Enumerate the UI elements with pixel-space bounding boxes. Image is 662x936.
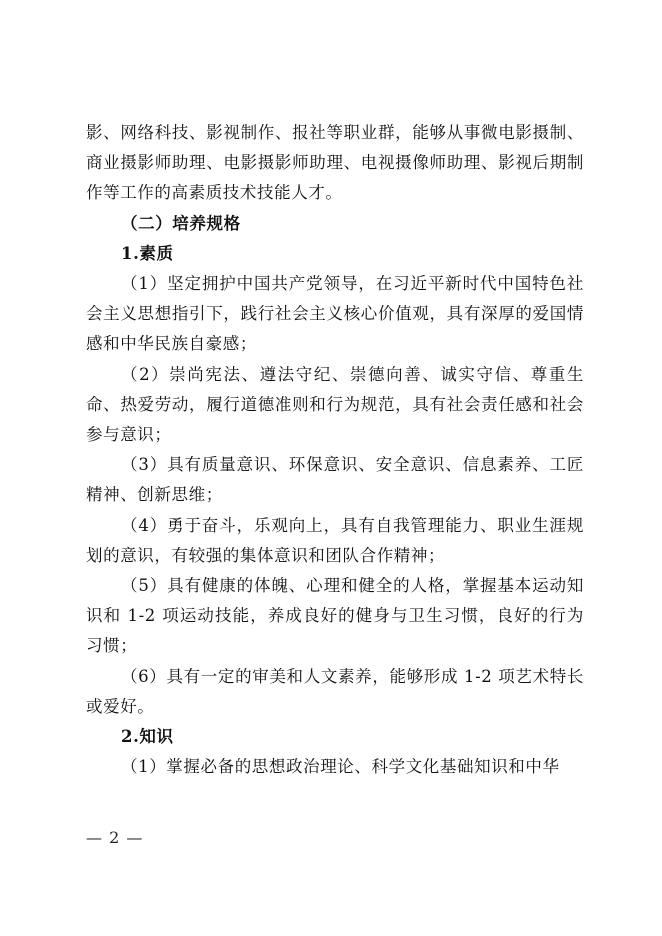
paragraph-quality-2: （2）崇尚宪法、遵法守纪、崇德向善、诚实守信、尊重生命、热爱劳动，履行道德准则和行为规范，具有社会责任感和社会参与意识； [86, 364, 584, 445]
paragraph-quality-3: （3）具有质量意识、环保意识、安全意识、信息素养、工匠精神、创新思维； [86, 455, 584, 505]
subsection-heading-quality: 1.素质 [121, 243, 174, 263]
subsection-heading-knowledge: 2.知识 [121, 727, 174, 747]
paragraph-knowledge-1: （1）掌握必备的思想政治理论、科学文化基础知识和中华 [121, 757, 560, 777]
paragraph-quality-1: （1）坚定拥护中国共产党领导，在习近平新时代中国特色社会主义思想指引下，践行社会主义核心价值观，具有深厚的爱国情感和中华民族自豪感； [86, 274, 584, 354]
document-body [86, 118, 584, 782]
paragraph-quality-5: （5）具有健康的体魄、心理和健全的人格，掌握基本运动知识和 1-2 项运动技能，养成良好的健身与卫生习惯，良好的行为习惯； [86, 576, 584, 656]
paragraph-quality-4: （4）勇于奋斗，乐观向上，具有自我管理能力、职业生涯规划的意识，有较强的集体意识和团队合作精神； [86, 515, 584, 565]
page-number: — 2 — [86, 828, 144, 847]
paragraph-career-groups: 影、网络科技、影视制作、报社等职业群，能够从事微电影摄制、商业摄影师助理、电影摄影师助理、电视摄像师助理、影视后期制作等工作的高素质技术技能人才。 [86, 123, 584, 203]
paragraph-quality-6: （6）具有一定的审美和人文素养，能够形成 1-2 项艺术特长或爱好。 [86, 666, 584, 716]
section-heading-training-specs: （二）培养规格 [121, 213, 241, 233]
